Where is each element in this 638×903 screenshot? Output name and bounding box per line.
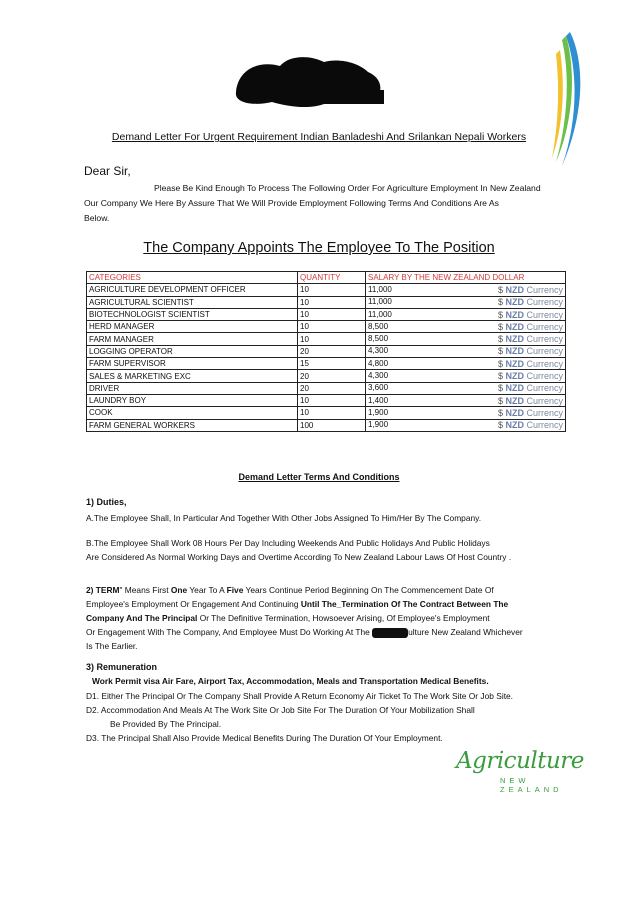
row-salary: 4,300 [368,371,389,381]
swoosh-decoration-icon [548,30,588,170]
intro-line-2: Our Company We Here By Assure That We Will Provide Employment Following Terms And Conditions Are As [84,198,499,208]
row-category: BIOTECHNOLOGIST SCIENTIST [87,308,298,320]
duties-b-line-1: B.The Employee Shall Work 08 Hours Per Day Including Weekends And Public Holidays And Public Holidays [86,538,490,548]
term-one: One [170,585,188,595]
row-salary: 4,800 [368,358,389,368]
logo-sub: NEW ZEALAND [500,776,563,794]
appointment-heading: The Company Appoints The Employee To The Position [143,240,495,256]
row-quantity: 15 [298,358,366,370]
currency-word: Currency [526,383,563,394]
currency-code: NZD [505,321,524,332]
term-bold: Company And The Principal [86,613,198,623]
currency-word: Currency [526,284,563,295]
row-salary-cell [366,333,566,345]
row-category: LOGGING OPERATOR [87,345,298,357]
table-row [87,345,566,357]
currency-label [498,334,563,344]
term-line-3 [86,611,582,626]
currency-code: NZD [505,383,524,394]
currency-symbol: $ [497,334,503,345]
currency-code: NZD [505,284,524,295]
currency-word: Currency [526,297,563,308]
currency-word: Currency [526,334,563,345]
table-row [87,394,566,406]
remuneration-d1: D1. Either The Principal Or The Company Shall Provide A Return Economy Air Ticket To The Work Site Or Job Site. [86,691,514,701]
remuneration-subheading: Work Permit visa Air Fare, Airport Tax, Accommodation, Meals and Transportation Medical Benefits. [92,676,489,686]
currency-label [498,297,563,307]
currency-code: NZD [505,371,524,382]
currency-word: Currency [526,321,563,332]
row-category: LAUNDRY BOY [87,394,298,406]
duties-heading: 1) Duties, [86,497,127,507]
row-salary: 11,000 [368,309,392,319]
redacted-logo [228,52,388,110]
row-category: AGRICULTURAL SCIENTIST [87,296,298,308]
table-row [87,321,566,333]
row-salary-cell [366,296,566,308]
table-row [87,382,566,394]
term-heading: 2) TERM [86,585,120,595]
currency-symbol: $ [497,309,503,320]
row-category: AGRICULTURE DEVELOPMENT OFFICER [87,284,298,296]
currency-label [498,310,563,320]
row-salary: 11,000 [368,297,392,307]
row-salary-cell [366,382,566,394]
currency-word: Currency [526,309,563,320]
term-text: Or Engagement With The Company, And Employee Must Do Working At The [86,627,373,637]
currency-code: NZD [505,309,524,320]
currency-symbol: $ [497,346,503,357]
row-quantity: 10 [298,296,366,308]
row-quantity: 10 [298,407,366,419]
intro-line-1: Please Be Kind Enough To Process The Following Order For Agriculture Employment In New Zealand [154,183,541,193]
row-quantity: 10 [298,321,366,333]
term-text: Year To A [187,585,227,595]
currency-label [498,383,563,393]
term-text: " Means First [119,585,171,595]
header-quantity: QUANTITY [298,272,366,284]
table-row [87,296,566,308]
currency-word: Currency [526,407,563,418]
row-salary-cell [366,419,566,431]
row-salary: 8,500 [368,321,389,331]
currency-symbol: $ [497,420,503,431]
row-salary: 1,900 [368,420,389,430]
table-row [87,419,566,431]
currency-code: NZD [505,334,524,345]
salutation: Dear Sir, [84,164,131,178]
inline-redaction [372,628,408,638]
currency-code: NZD [505,346,524,357]
positions-table [86,271,566,432]
currency-symbol: $ [497,321,503,332]
currency-label [498,408,563,418]
remuneration-d2-line-1: D2. Accommodation And Meals At The Work Site Or Job Site For The Duration Of Your Mobilization Shall [86,705,475,715]
row-salary-cell [366,370,566,382]
header-salary: SALARY BY THE NEW ZEALAND DOLLAR [366,272,566,284]
currency-label [498,322,563,332]
row-salary: 11,000 [368,284,392,294]
row-category: COOK [87,407,298,419]
currency-label [498,420,563,430]
currency-label [498,285,563,295]
table-row [87,370,566,382]
currency-word: Currency [526,346,563,357]
table-row [87,308,566,320]
currency-code: NZD [505,420,524,431]
term-line-5: Is The Earlier. [86,641,138,651]
term-five: Five [226,585,244,595]
currency-code: NZD [505,395,524,406]
currency-word: Currency [526,395,563,406]
currency-word: Currency [526,420,563,431]
term-text: Employee's Employment Or Engagement And Continuing [86,599,301,609]
row-salary: 8,500 [368,334,389,344]
row-quantity: 20 [298,382,366,394]
row-quantity: 100 [298,419,366,431]
table-row [87,333,566,345]
row-salary-cell [366,308,566,320]
row-salary: 3,600 [368,383,389,393]
term-line-4 [86,625,582,640]
row-quantity: 10 [298,308,366,320]
remuneration-d3: D3. The Principal Shall Also Provide Medical Benefits During The Duration Of Your Employment. [86,733,443,743]
remuneration-heading: 3) Remuneration [86,662,158,672]
row-salary-cell [366,284,566,296]
currency-label [498,371,563,381]
row-category: SALES & MARKETING EXC [87,370,298,382]
currency-symbol: $ [497,395,503,406]
table-row [87,358,566,370]
row-salary-cell [366,321,566,333]
currency-symbol: $ [497,407,503,418]
currency-word: Currency [526,358,563,369]
currency-code: NZD [505,297,524,308]
row-salary-cell [366,407,566,419]
term-line-1 [86,583,582,598]
row-salary: 4,300 [368,346,389,356]
currency-symbol: $ [497,358,503,369]
term-text: ulture New Zealand Whichever [408,627,523,637]
row-category: FARM GENERAL WORKERS [87,419,298,431]
page-title: Demand Letter For Urgent Requirement Indian Banladeshi And Srilankan Nepali Workers [111,131,527,143]
row-category: DRIVER [87,382,298,394]
logo-name: Agriculture [456,748,584,774]
row-category: FARM MANAGER [87,333,298,345]
currency-symbol: $ [497,371,503,382]
row-salary-cell [366,358,566,370]
currency-label [498,396,563,406]
remuneration-d2-line-2: Be Provided By The Principal. [110,719,222,729]
row-salary: 1,900 [368,407,389,417]
row-salary: 1,400 [368,395,389,405]
currency-symbol: $ [497,383,503,394]
row-salary-cell [366,345,566,357]
duties-b-line-2: Are Considered As Normal Working Days and Overtime According To New Zealand Labour Laws Of Host Country . [86,552,512,562]
currency-label [498,359,563,369]
currency-label [498,346,563,356]
row-quantity: 10 [298,394,366,406]
header-categories: CATEGORIES [87,272,298,284]
currency-word: Currency [526,371,563,382]
row-quantity: 20 [298,345,366,357]
duties-a: A.The Employee Shall, In Particular And Together With Other Jobs Assigned To Him/Her By The Company. [86,513,482,523]
term-bold: Until The_Termination Of The Contract Between The [300,599,509,609]
intro-line-3: Below. [84,213,110,223]
currency-symbol: $ [497,297,503,308]
row-quantity: 10 [298,284,366,296]
currency-code: NZD [505,407,524,418]
row-quantity: 10 [298,333,366,345]
term-line-2 [86,597,582,612]
table-body [87,284,566,432]
table-header-row [87,272,566,284]
row-quantity: 20 [298,370,366,382]
row-salary-cell [366,394,566,406]
table-row [87,407,566,419]
row-category: FARM SUPERVISOR [87,358,298,370]
term-text: Or The Definitive Termination, Howsoever Arising, Of Employee's Employment [197,613,490,623]
term-text: Years Continue Period Beginning On The Commencement Date Of [243,585,494,595]
table-row [87,284,566,296]
terms-title: Demand Letter Terms And Conditions [238,472,400,482]
row-category: HERD MANAGER [87,321,298,333]
currency-symbol: $ [497,284,503,295]
agriculture-nz-logo [456,748,586,794]
currency-code: NZD [505,358,524,369]
